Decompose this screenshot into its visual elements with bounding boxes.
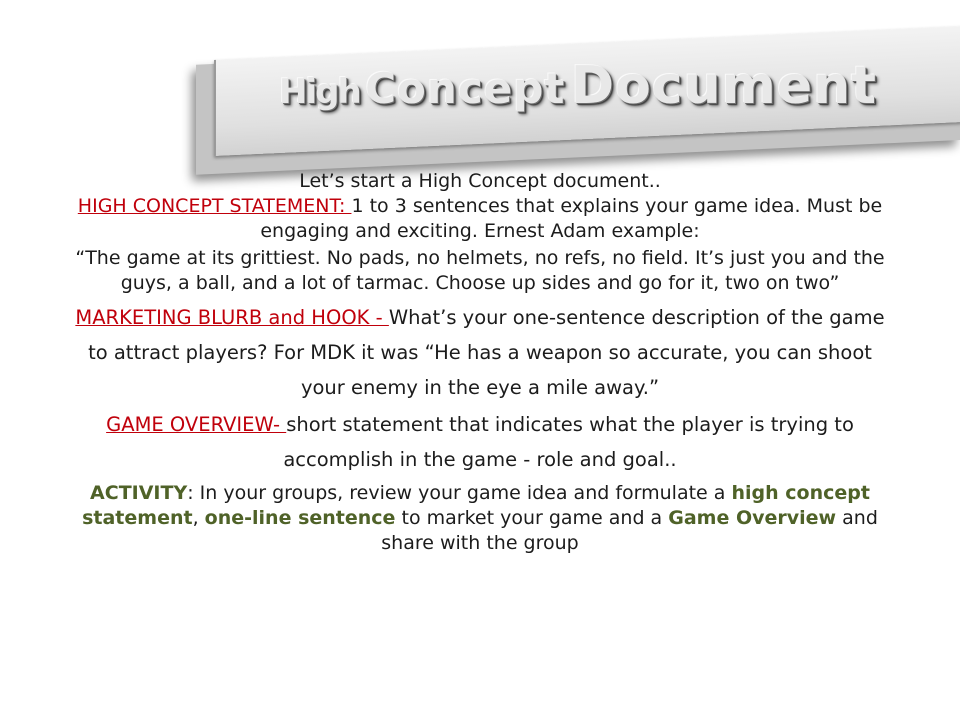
activity-bold-high-concept: high concept statement xyxy=(82,482,870,529)
activity-text-3: to market your game and a xyxy=(395,507,669,529)
activity-text-2: , xyxy=(192,507,205,529)
overview-text: short statement that indicates what the player is trying to accomplish in the game - role and goal.. xyxy=(283,413,854,471)
high-concept-paragraph xyxy=(56,194,904,244)
title-word-document: Document xyxy=(570,56,877,116)
marketing-label: MARKETING BLURB and HOOK - xyxy=(75,306,389,329)
overview-paragraph xyxy=(56,407,904,477)
activity-label: ACTIVITY xyxy=(90,482,188,504)
title-banner xyxy=(196,0,960,172)
title-word-concept: Concept xyxy=(365,64,566,113)
title-word-high: High xyxy=(279,72,360,112)
page-title xyxy=(279,56,877,116)
activity-paragraph xyxy=(56,481,904,556)
marketing-text: What’s your one-sentence description of the game to attract players? For MDK it was “He has a weapon so accurate, you can shoot your enemy in the eye a mile away.” xyxy=(88,306,885,399)
high-concept-text: 1 to 3 sentences that explains your game idea. Must be engaging and exciting. Ernest Adam example: xyxy=(260,195,883,242)
high-concept-label: HIGH CONCEPT STATEMENT: xyxy=(77,195,352,217)
marketing-paragraph xyxy=(56,300,904,405)
slide-body xyxy=(56,168,904,556)
intro-line: Let’s start a High Concept document.. xyxy=(299,170,661,192)
example-quote: “The game at its grittiest. No pads, no helmets, no refs, no field. It’s just you and the guys, a ball, and a lot of tarmac. Choose up sides and go for it, two on two” xyxy=(75,247,885,294)
activity-text-1: : In your groups, review your game idea and formulate a xyxy=(187,482,732,504)
activity-bold-game-overview: Game Overview xyxy=(668,507,837,529)
activity-text-4: and share with the group xyxy=(381,507,878,554)
activity-bold-one-line: one-line sentence xyxy=(204,507,396,529)
overview-label: GAME OVERVIEW- xyxy=(106,413,287,436)
